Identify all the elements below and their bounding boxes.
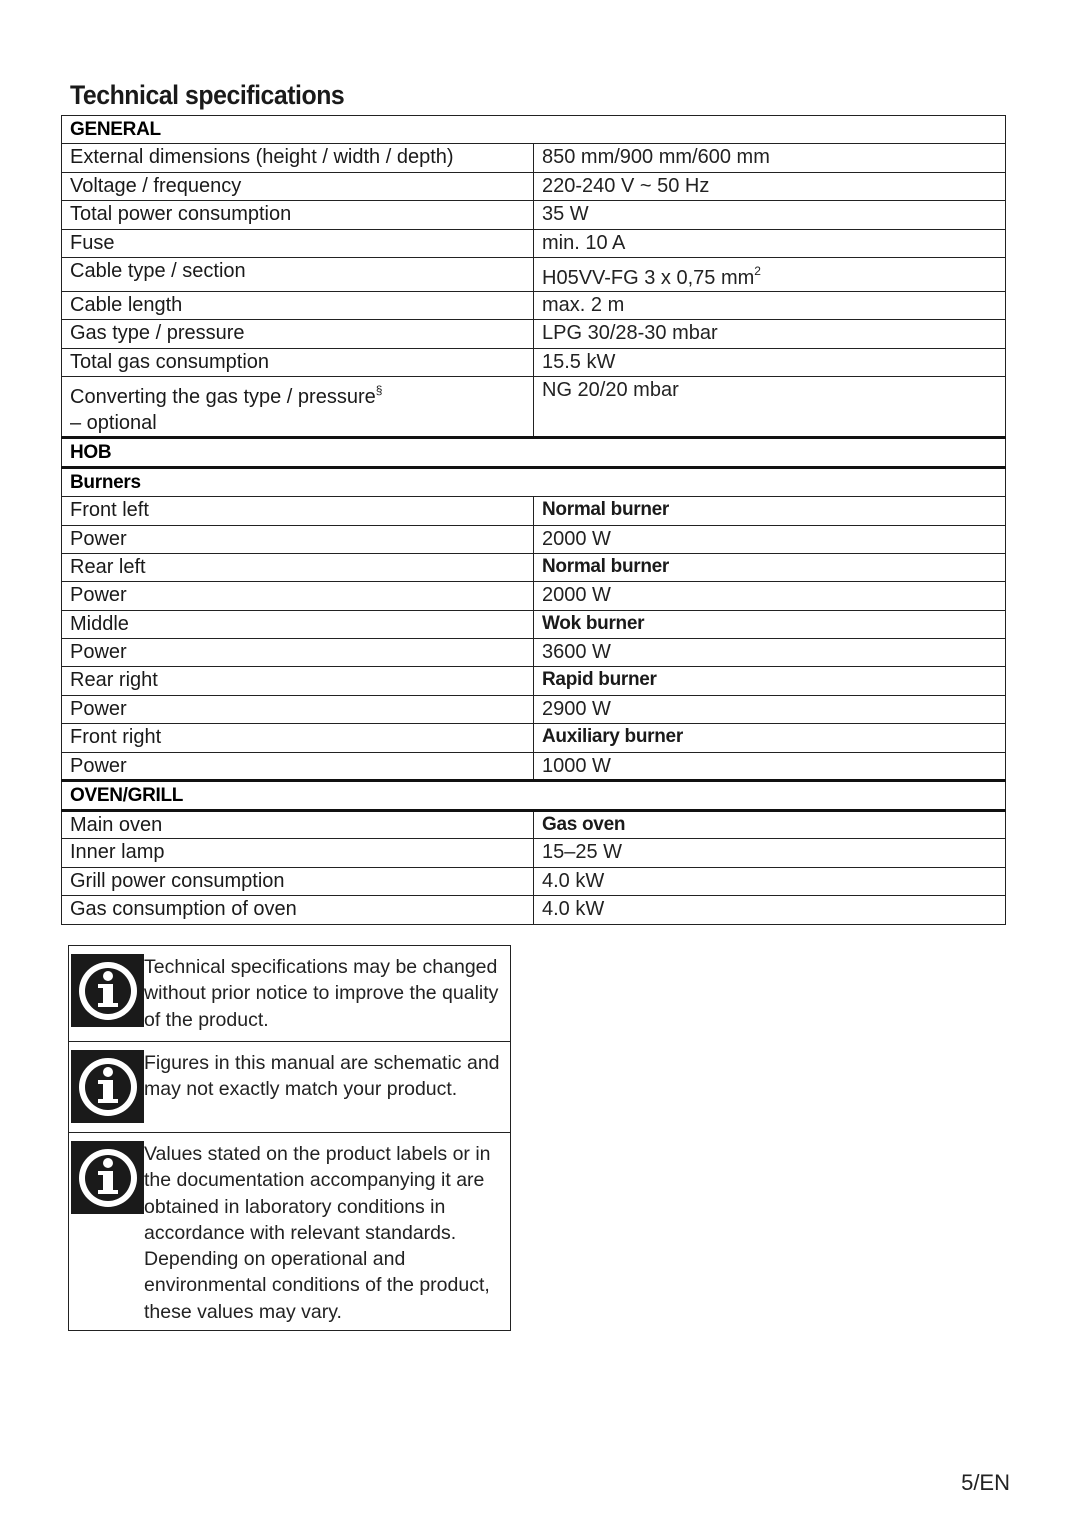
section-oven-grill	[62, 781, 1006, 811]
row-label: Power	[62, 639, 534, 667]
section-burners	[62, 468, 1006, 497]
row-label: Inner lamp	[62, 839, 534, 867]
table-row	[62, 667, 1006, 695]
row-value: 15.5 kW	[534, 348, 1006, 376]
oven-type: Gas oven	[534, 811, 1006, 839]
table-row	[62, 553, 1006, 581]
table-row	[62, 582, 1006, 610]
superscript: §	[375, 383, 383, 398]
row-value: min. 10 A	[534, 229, 1006, 257]
table-row	[62, 144, 1006, 172]
row-value: 850 mm/900 mm/600 mm	[534, 144, 1006, 172]
row-label: External dimensions (height / width / depth)	[62, 144, 534, 172]
table-row	[62, 867, 1006, 895]
section-label-burners: Burners	[70, 472, 141, 494]
row-label: Front right	[62, 724, 534, 752]
row-label: Cable type / section	[62, 257, 534, 291]
row-label: Total gas consumption	[62, 348, 534, 376]
row-value	[534, 257, 1006, 291]
table-row	[62, 639, 1006, 667]
row-label: Rear right	[62, 667, 534, 695]
row-label: Power	[62, 525, 534, 553]
row-value: 35 W	[534, 201, 1006, 229]
info-notes	[68, 945, 511, 1331]
burner-type: Normal burner	[534, 497, 1006, 525]
table-row	[62, 610, 1006, 638]
row-value: 4.0 kW	[534, 867, 1006, 895]
row-label: Gas consumption of oven	[62, 896, 534, 924]
row-label: Total power consumption	[62, 201, 534, 229]
row-value: 3600 W	[534, 639, 1006, 667]
note-text: Values stated on the product labels or in the documentation accompanying it are obtained in laboratory conditions in accordance with relevant standards. Depending on operational and environmental conditions of the product, these values may vary.	[144, 1143, 491, 1323]
row-label: Main oven	[62, 811, 534, 839]
table-row	[62, 257, 1006, 291]
section-label-oven: OVEN/GRILL	[70, 785, 184, 807]
table-row	[62, 377, 1006, 438]
row-value: 1000 W	[534, 752, 1006, 780]
row-value: 15–25 W	[534, 839, 1006, 867]
row-value: 2000 W	[534, 582, 1006, 610]
table-row	[62, 291, 1006, 319]
superscript: 2	[754, 263, 761, 278]
table-row	[62, 811, 1006, 839]
row-value: max. 2 m	[534, 291, 1006, 319]
row-value: LPG 30/28-30 mbar	[534, 320, 1006, 348]
row-label: Fuse	[62, 229, 534, 257]
info-note	[69, 1042, 510, 1133]
row-value: 2000 W	[534, 525, 1006, 553]
info-note	[69, 1133, 510, 1330]
table-row	[62, 320, 1006, 348]
table-row	[62, 839, 1006, 867]
section-hob	[62, 438, 1006, 468]
converting-gas-label: Converting the gas type / pressure	[70, 386, 376, 409]
row-value: 220-240 V ~ 50 Hz	[534, 172, 1006, 200]
burner-type: Auxiliary burner	[534, 724, 1006, 752]
row-label: Power	[62, 695, 534, 723]
note-text: Figures in this manual are schematic and may not exactly match your product.	[144, 1052, 500, 1101]
section-label-general: GENERAL	[70, 119, 161, 140]
note-text: Technical specifications may be changed without prior notice to improve the quality of the product.	[144, 956, 499, 1031]
table-row	[62, 724, 1006, 752]
burner-type: Wok burner	[534, 610, 1006, 638]
burner-type: Rapid burner	[534, 667, 1006, 695]
optional-label: – optional	[70, 412, 157, 435]
page-title: Technical specifications	[70, 80, 345, 110]
info-note	[69, 946, 510, 1042]
info-icon	[71, 1050, 144, 1123]
row-label: Middle	[62, 610, 534, 638]
table-row	[62, 695, 1006, 723]
row-label: Rear left	[62, 553, 534, 581]
row-value: 2900 W	[534, 695, 1006, 723]
row-label	[62, 377, 534, 438]
row-value: NG 20/20 mbar	[534, 377, 1006, 438]
row-label: Grill power consumption	[62, 867, 534, 895]
section-label-hob: HOB	[70, 442, 112, 464]
table-row	[62, 525, 1006, 553]
spec-table	[61, 115, 1006, 925]
info-icon	[71, 954, 144, 1027]
row-label: Power	[62, 582, 534, 610]
cable-section-value: H05VV-FG 3 x 0,75 mm	[542, 266, 755, 289]
row-label: Cable length	[62, 291, 534, 319]
row-value: 4.0 kW	[534, 896, 1006, 924]
table-row	[62, 497, 1006, 525]
table-row	[62, 752, 1006, 780]
row-label: Voltage / frequency	[62, 172, 534, 200]
table-row	[62, 201, 1006, 229]
page-number: 5/EN	[961, 1470, 1010, 1495]
row-label: Front left	[62, 497, 534, 525]
table-row	[62, 229, 1006, 257]
info-icon	[71, 1141, 144, 1214]
burner-type: Normal burner	[534, 553, 1006, 581]
table-row	[62, 896, 1006, 924]
table-row	[62, 348, 1006, 376]
row-label: Power	[62, 752, 534, 780]
table-row	[62, 172, 1006, 200]
row-label: Gas type / pressure	[62, 320, 534, 348]
section-general	[62, 116, 1006, 144]
